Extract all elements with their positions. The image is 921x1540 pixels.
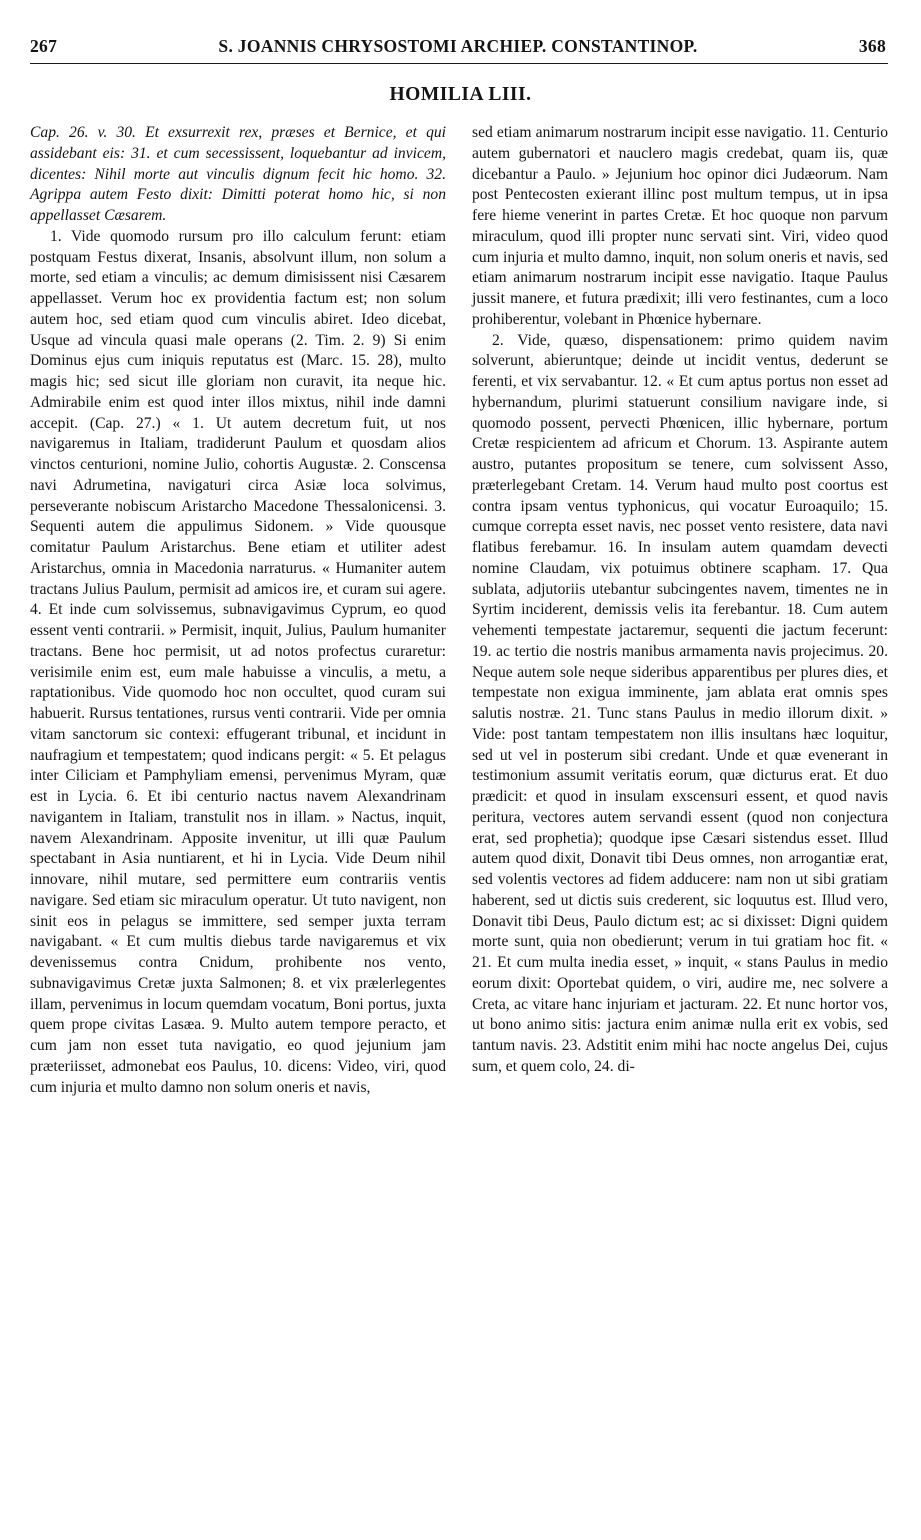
page-number-right: 368 [858, 36, 886, 56]
paragraph-2: 2. Vide, quæso, dispensationem: primo quidem navim solverunt, abieruntque; deinde ut incidit ventus, dederunt se ferenti, et vix servabantur. 12. « Et cum aptus portus non esset ad hybernandum, plurimi statuerunt consilium navigare inde, si quomodo possent, pervecti Phœnicen, illic hybernare, portum Cretæ respicientem ad africum et Chorum. 13. Aspirante autem austro, putantes propositum se tenere, cum solvissent Asso, præterlegebant Cretam. 14. Verum haud multo post coortus est contra ipsam ventus typhonicus, qui vocatur Euroaquilo; 15. cumque correpta esset navis, nec posset vento resistere, data navi flatibus ferebamur. 16. In insulam autem quamdam devecti nomine Claudam, vix potuimus obtinere scapham. 17. Qua sublata, adjutoriis utebantur subcingentes navem, timentes ne in Syrtim inciderent, demissis velis ita ferebantur. 18. Cum autem vehementi tempestate jactaremur, sequenti die jactum fecerunt: 19. ac tertio die nostris manibus armamenta navis projecimus. 20. Neque autem sole neque sideribus apparentibus per plures dies, et tempestate non exigua imminente, jam ablata erat omnis spes salutis nostræ. 21. Tunc stans Paulus in medio illorum dixit. » Vide: post tantam tempestatem non illis insultans hæc loquitur, sed ut vel in posterum sibi credant. Unde et quæ evenerant in testimonium assumit veritatis eorum, quæ dicturus erat. Et duo prædicit: et quod in insulam exscensuri essent, et quod navis peritura, vectores autem servandi essent (quod non conjectura erat, sed prophetia); quodque ipse Cæsari sistendus esset. Illud autem quod dixit, Donavit tibi Deus omnes, non arrogantiæ erat, sed volentis vectores ad fidem adducere: nam non ut sibi gratiam haberent, sed ut dictis suis crederent, sic loquutus est. Illud vero, Donavit tibi Deus, Paulo dictum est; ac si dixisset: Digni quidem morte sunt, quia non obedierunt; verum in tui gratiam hoc fit. « 21. Et cum multa inedia esset, » inquit, « stans Paulus in medio eorum dixit: Oportebat quidem, o viri, audire me, nec solvere a Creta, ac vitare hanc injuriam et jacturam. 22. Et nunc hortor vos, ut bono animo sitis: jactura enim animæ nulla erit ex vobis, sed tantum navis. 23. Adstitit enim mihi hac nocte angelus Dei, cujus sum, et quem colo, 24. di- [472, 331, 888, 1075]
page-number-left: 267 [30, 36, 58, 56]
homily-title: HOMILIA LIII. [389, 84, 532, 105]
left-column [30, 123, 446, 1098]
header-rule [30, 63, 888, 64]
paragraph-1: 1. Vide quomodo rursum pro illo calculum ferunt: etiam postquam Festus dixerat, Insanis, absolvunt illum, non solum a morte, sed etiam a vinculis; ac demum dimisissent nisi Cæsarem appellasset. Verum hoc ex providentia factum est; non solum autem hoc, sed etiam quod cum vinculis abiret. Ideo dicebat, Usque ad vincula quasi male operans (2. Tim. 2. 9) Si enim Dominus ejus cum iniquis reputatus est (Marc. 15. 28), multo magis hic; sed sicut ille gloriam non curavit, ita neque hic. Admirabile enim est quod inter illos mixtus, nihil inde damni accepit. (Cap. 27.) « 1. Ut autem decretum fuit, ut nos navigaremus in Italiam, tradiderunt Paulum et quosdam alios vinctos centurioni, nomine Julio, cohortis Augustæ. 2. Conscensa navi Adrumetina, navigaturi circa Asiæ loca solvimus, perseverante nobiscum Aristarcho Macedone Thessalonicensi. 3. Sequenti autem die appulimus Sidonem. » Vide quousque comitatur Paulum Aristarchus. Bene etiam et utiliter adest Aristarchus, omnia in Macedonia narraturus. « Humaniter autem tractans Julius Paulum, permisit ad amicos ire, et curam sui agere. 4. Et inde cum solvissemus, subnavigavimus Cyprum, eo quod essent venti contrarii. » Permisit, inquit, Julius, Paulum humaniter tractans. Bene hoc permisit, ut ad notos profectus curaretur: verisimile enim est, eum male habuisse a vinculis, a metu, a raptationibus. Vide quomodo hoc non occultet, quod curam sui habuerit. Rursus tentationes, rursus venti contrarii. Vide per omnia vitam sanctorum sic contexi: effugerant tribunal, et incidunt in naufragium et tempestatem; quod indicans pergit: « 5. Et pelagus inter Ciliciam et Pamphyliam emensi, pervenimus Myram, quæ est in Lycia. 6. Et ibi centurio nactus navem Alexandrinam navigantem in Italiam, transtulit nos in illam. » Nactus, inquit, navem Alexandrinam. Apposite invenitur, ut illi quæ Paulum spectabant in Asia nuntiarent, et hi in Lycia. Vide Deum nihil innovare, nihil mutare, sed permittere eum contrariis ventis navigare. Sed etiam sic miraculum operatur. Ut tuto navigent, non sinit eos in pelagus se immittere, sed semper juxta terram navigabant. « Et cum multis diebus tarde navigaremus et vix devenissemus contra Cnidum, prohibente nos vento, subnavigavimus Cretæ juxta Salmonen; 8. et vix prælerlegentes illam, pervenimus in locum quemdam vocatum, Boni portus, juxta quem prope civitas Lasæa. 9. Multo autem tempore peracto, et cum jam non esset tuta navigatio, eo quod jejunium jam præteriisset, admonebat eos Paulus, 10. dicens: Video, viri, quod cum injuria et multo damno non solum oneris et navis, [30, 227, 446, 1096]
running-title: S. JOANNIS CHRYSOSTOMI ARCHIEP. CONSTANTINOP. [218, 36, 698, 56]
chapter-intro: Cap. 26. v. 30. Et exsurrexit rex, præses et Bernice, et qui assidebant eis: 31. et cum secessissent, loquebantur ad invicem, dicentes: Nihil morte aut vinculis dignum fecit hic homo. 32. Agrippa autem Festo dixit: Dimitti poterat homo hic, si non appellasset Cæsarem. [30, 124, 446, 224]
right-column [472, 123, 888, 1078]
running-header [30, 34, 886, 60]
paragraph-1-continued: sed etiam animarum nostrarum incipit esse navigatio. 11. Centurio autem gubernatori et nauclero magis credebat, quam iis, quæ dicebantur a Paulo. » Jejunium hoc opinor dici Judæorum. Nam post Pentecosten exierant illinc post multum tempus, ut in ipsa fere hieme venerint in partes Cretæ. Et hoc quoque non parvum miraculum, quod illi propter nunc servati sint. Viri, video quod cum injuria et multo damno, inquit, non solum oneris et navis, sed etiam animarum nostrarum incipit esse navigatio. Itaque Paulus jussit manere, et futura prædixit; illi vero festinantes, cum a loco prohiberentur, volebant in Phœnice hybernare. [472, 124, 888, 328]
